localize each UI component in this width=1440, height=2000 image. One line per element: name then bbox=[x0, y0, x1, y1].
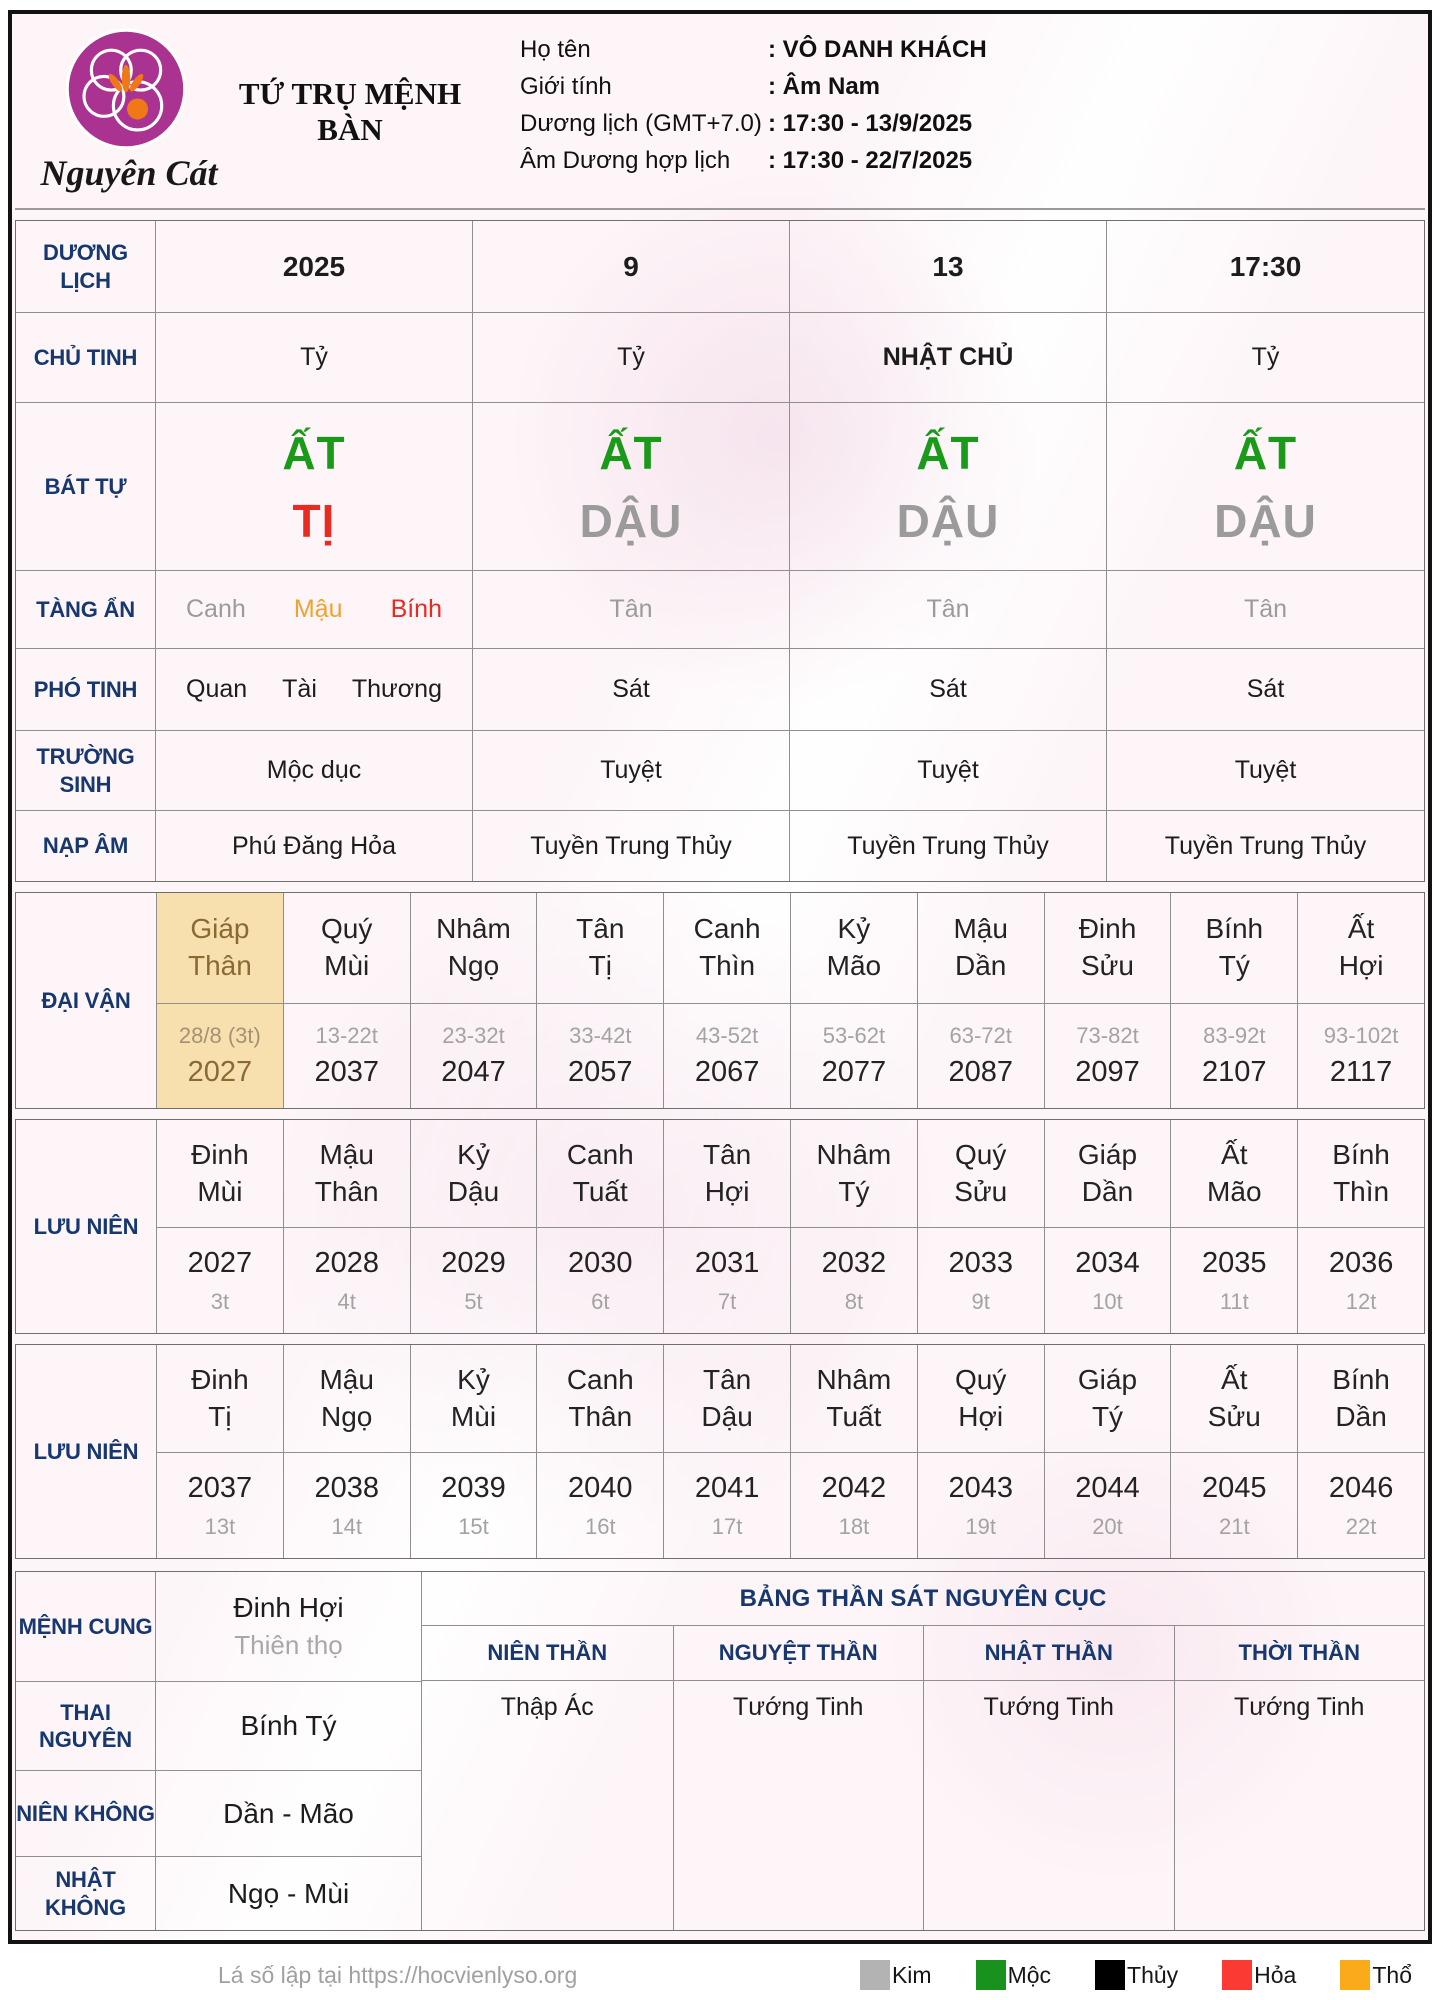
auxiliary-star: Sát bbox=[929, 675, 967, 703]
luunien-age: 14t bbox=[331, 1513, 362, 1539]
luunien-age: 21t bbox=[1218, 1513, 1250, 1539]
daivan-chi: Thìn bbox=[699, 950, 756, 981]
luunien-column[interactable] bbox=[917, 1345, 1044, 1452]
legend-label: Hỏa bbox=[1254, 1961, 1297, 1988]
daivan-chi: Sửu bbox=[1080, 950, 1134, 981]
daivan-chi: Dần bbox=[955, 950, 1007, 981]
daivan-can: Nhâm bbox=[436, 913, 511, 945]
chu-tinh-cell: Tỷ bbox=[1107, 313, 1424, 403]
pillar-cell-day: 13 bbox=[790, 221, 1107, 313]
luunien-year: 2037 bbox=[187, 1471, 253, 1504]
earthly-branch: DẬU bbox=[896, 494, 1000, 547]
luunien-years[interactable] bbox=[790, 1452, 917, 1558]
daivan-years[interactable] bbox=[283, 1003, 410, 1108]
luunien-years[interactable] bbox=[1297, 1452, 1424, 1558]
luunien-chi: Dần bbox=[1081, 1175, 1134, 1207]
brand-name: Nguyên Cát bbox=[40, 153, 218, 193]
luunien-can: Nhâm bbox=[816, 1363, 892, 1395]
luunien-years[interactable] bbox=[536, 1452, 663, 1558]
legend-label: Thổ bbox=[1372, 1961, 1412, 1988]
daivan-years[interactable] bbox=[917, 1003, 1044, 1108]
luunien-year: 2045 bbox=[1202, 1471, 1267, 1504]
luunien-column[interactable] bbox=[663, 1345, 790, 1452]
hoa-color-swatch-icon bbox=[1222, 1960, 1252, 1990]
auxiliary-star: Thương bbox=[351, 675, 442, 703]
luunien-table-1 bbox=[15, 1119, 1425, 1334]
destiny-summary bbox=[16, 1572, 421, 1930]
row-label-chu-tinh: CHỦ TINH bbox=[16, 313, 156, 403]
luunien-table-2 bbox=[15, 1344, 1425, 1559]
luunien-chi: Tuất bbox=[572, 1175, 628, 1207]
luunien-age: 11t bbox=[1219, 1288, 1249, 1314]
than-sat-headers bbox=[422, 1626, 1424, 1681]
luunien-years[interactable] bbox=[1297, 1227, 1424, 1333]
luunien-years[interactable] bbox=[917, 1227, 1044, 1333]
luunien-year: 2044 bbox=[1075, 1471, 1140, 1504]
five-elements-legend bbox=[860, 1960, 1412, 1990]
legend-item-kim bbox=[860, 1960, 932, 1990]
luunien-column[interactable] bbox=[1297, 1345, 1424, 1452]
header bbox=[15, 14, 1425, 210]
info-value-name: : VÔ DANH KHÁCH bbox=[768, 36, 987, 63]
chart-sheet bbox=[8, 10, 1432, 1944]
luunien-age: 10t bbox=[1092, 1288, 1123, 1314]
info-label-gender: Giới tính bbox=[520, 73, 612, 100]
heavenly-stem: ẤT bbox=[916, 426, 980, 479]
brand-logo-icon bbox=[63, 26, 189, 157]
luunien-age: 4t bbox=[337, 1288, 356, 1314]
daivan-can: Ất bbox=[1347, 913, 1375, 945]
luunien-can: Mậu bbox=[319, 1363, 374, 1395]
info-value-solar-date: : 17:30 - 13/9/2025 bbox=[768, 110, 973, 137]
earthly-branch: DẬU bbox=[579, 494, 683, 547]
hidden-stem: Tân bbox=[1243, 595, 1288, 623]
luunien-age: 17t bbox=[711, 1513, 743, 1539]
truong-sinh-cell: Tuyệt bbox=[1107, 731, 1424, 811]
luunien-years[interactable] bbox=[410, 1227, 537, 1333]
info-value-gender: : Âm Nam bbox=[768, 73, 881, 100]
daivan-year: 2117 bbox=[1329, 1056, 1393, 1088]
luunien-chi: Tý bbox=[838, 1175, 870, 1207]
luunien-chi: Dậu bbox=[447, 1175, 500, 1207]
tang-an-cell bbox=[1107, 571, 1424, 649]
moc-color-swatch-icon bbox=[976, 1960, 1006, 1990]
luunien-can: Tân bbox=[702, 1138, 752, 1170]
daivan-age: 33-42t bbox=[569, 1023, 632, 1048]
luunien-column[interactable] bbox=[283, 1345, 410, 1452]
footer bbox=[0, 1950, 1440, 2000]
heavenly-stem: ẤT bbox=[599, 426, 663, 479]
daivan-years[interactable] bbox=[410, 1003, 537, 1108]
luunien-year: 2032 bbox=[821, 1246, 887, 1279]
info-label-name: Họ tên bbox=[520, 36, 591, 63]
col-header-nhat-than: NHẬT THẦN bbox=[923, 1626, 1174, 1680]
luunien-column[interactable] bbox=[790, 1120, 917, 1227]
tho-color-swatch-icon bbox=[1340, 1960, 1370, 1990]
bottom-section bbox=[15, 1571, 1425, 1931]
than-sat-title: BẢNG THẦN SÁT NGUYÊN CỤC bbox=[422, 1572, 1424, 1626]
row-label-bat-tu: BÁT TỰ bbox=[16, 403, 156, 571]
luunien-year: 2034 bbox=[1075, 1246, 1140, 1279]
row-label-nhat-khong: NHẬT KHÔNG bbox=[16, 1857, 156, 1930]
nhat-than-value: Tướng Tinh bbox=[923, 1681, 1174, 1930]
hidden-stem: Tân bbox=[926, 595, 970, 623]
hidden-stem: Bính bbox=[390, 595, 442, 623]
luunien-can: Tân bbox=[702, 1363, 752, 1395]
luunien-age: 16t bbox=[584, 1513, 616, 1539]
row-label-pho-tinh: PHÓ TINH bbox=[16, 649, 156, 731]
luunien-can: Ất bbox=[1221, 1138, 1248, 1170]
thai-nguyen-value: Bính Tý bbox=[156, 1682, 421, 1771]
daivan-column[interactable] bbox=[156, 893, 283, 1003]
info-value-lunar-date: : 17:30 - 22/7/2025 bbox=[768, 147, 973, 174]
heavenly-stem: ẤT bbox=[1233, 426, 1298, 479]
pho-tinh-cell bbox=[1107, 649, 1424, 731]
daivan-can: Tân bbox=[576, 913, 625, 945]
menh-cung-value bbox=[156, 1572, 421, 1682]
than-sat-panel bbox=[421, 1572, 1424, 1930]
daivan-years[interactable] bbox=[536, 1003, 663, 1108]
row-label-tang-an: TÀNG ẨN bbox=[16, 571, 156, 649]
row-label-duong-lich: DƯƠNG LỊCH bbox=[16, 221, 156, 313]
luunien-can: Quý bbox=[955, 1363, 1007, 1395]
luunien-year: 2035 bbox=[1202, 1246, 1267, 1279]
luunien-age: 22t bbox=[1345, 1513, 1377, 1539]
luunien-years[interactable] bbox=[156, 1227, 283, 1333]
daivan-age: 93-102t bbox=[1323, 1023, 1399, 1048]
daivan-year: 2107 bbox=[1202, 1056, 1267, 1088]
luunien-chi: Hợi bbox=[704, 1175, 750, 1207]
luunien-year: 2030 bbox=[568, 1246, 633, 1279]
luunien-column[interactable] bbox=[790, 1345, 917, 1452]
luunien-column[interactable] bbox=[1170, 1120, 1297, 1227]
luunien-chi: Mão bbox=[1207, 1175, 1262, 1207]
page-title: TỨ TRỤ MỆNH BÀN bbox=[238, 76, 462, 147]
nguyet-than-value: Tướng Tinh bbox=[673, 1681, 924, 1930]
chu-tinh-cell: Tỷ bbox=[156, 313, 473, 403]
daivan-can: Mậu bbox=[953, 913, 1008, 945]
luunien-age: 15t bbox=[458, 1513, 489, 1539]
legend-label: Kim bbox=[891, 1961, 932, 1988]
truong-sinh-cell: Tuyệt bbox=[473, 731, 790, 811]
nap-am-cell: Tuyền Trung Thủy bbox=[1164, 831, 1367, 860]
bat-tu-cell bbox=[790, 403, 1107, 571]
luunien-chi: Sửu bbox=[954, 1175, 1008, 1207]
luunien-can: Giáp bbox=[1077, 1138, 1138, 1170]
luunien-years[interactable] bbox=[1170, 1452, 1297, 1558]
luunien-age: 12t bbox=[1345, 1288, 1377, 1314]
luunien-year: 2042 bbox=[821, 1471, 887, 1504]
row-label-luu-nien: LƯU NIÊN bbox=[33, 1438, 139, 1464]
daivan-chi: Mùi bbox=[324, 950, 370, 981]
daivan-can: Giáp bbox=[190, 913, 250, 945]
luunien-chi: Tuất bbox=[826, 1400, 882, 1432]
hidden-stem: Mậu bbox=[293, 595, 343, 623]
daivan-column[interactable] bbox=[410, 893, 537, 1003]
col-header-nien-than: NIÊN THẦN bbox=[487, 1640, 608, 1665]
luunien-age: 13t bbox=[204, 1513, 236, 1539]
daivan-can: Kỷ bbox=[837, 913, 871, 945]
luunien-year: 2040 bbox=[568, 1471, 633, 1504]
legend-label: Thủy bbox=[1127, 1961, 1179, 1988]
legend-item-thuy bbox=[1095, 1960, 1178, 1990]
legend-item-tho bbox=[1340, 1960, 1412, 1990]
pillar-cell-month: 9 bbox=[473, 221, 790, 313]
legend-item-moc bbox=[976, 1960, 1051, 1990]
daivan-chi: Ngọ bbox=[447, 950, 500, 981]
luunien-can: Đinh bbox=[191, 1138, 249, 1170]
luunien-year: 2028 bbox=[314, 1246, 379, 1279]
luunien-chi: Thân bbox=[314, 1175, 379, 1207]
daivan-age: 83-92t bbox=[1203, 1023, 1266, 1048]
daivan-column[interactable] bbox=[663, 893, 790, 1003]
pho-tinh-cell bbox=[156, 649, 473, 731]
luunien-column[interactable] bbox=[663, 1120, 790, 1227]
daivan-table bbox=[15, 892, 1425, 1109]
menh-cung-canchi: Đinh Hợi bbox=[233, 1592, 344, 1623]
luunien-can: Nhâm bbox=[816, 1138, 892, 1170]
bat-tu-cell bbox=[1107, 403, 1424, 571]
luunien-year: 2043 bbox=[948, 1471, 1013, 1504]
luunien-age: 18t bbox=[838, 1513, 870, 1539]
daivan-chi: Tị bbox=[588, 950, 612, 981]
pillar-cell-hour: 17:30 bbox=[1107, 221, 1424, 313]
daivan-year: 2047 bbox=[441, 1056, 506, 1088]
chu-tinh-cell-nhat-chu: NHẬT CHỦ bbox=[790, 313, 1107, 403]
luunien-age: 9t bbox=[971, 1288, 990, 1314]
luunien-age: 5t bbox=[464, 1288, 483, 1314]
nien-than-value: Thập Ác bbox=[500, 1693, 594, 1721]
menh-cung-star: Thiên thọ bbox=[234, 1630, 343, 1660]
daivan-year: 2057 bbox=[568, 1056, 633, 1088]
daivan-age: 73-82t bbox=[1076, 1023, 1139, 1048]
daivan-can: Bính bbox=[1205, 913, 1264, 945]
luunien-years[interactable] bbox=[283, 1227, 410, 1333]
luunien-age: 19t bbox=[965, 1513, 996, 1539]
luunien-chi: Tý bbox=[1091, 1400, 1124, 1432]
luunien-can: Kỷ bbox=[457, 1363, 490, 1395]
luunien-column[interactable] bbox=[1044, 1120, 1171, 1227]
daivan-year: 2037 bbox=[314, 1056, 379, 1088]
nap-am-cell: Tuyền Trung Thủy bbox=[473, 811, 790, 881]
luunien-can: Quý bbox=[955, 1138, 1007, 1170]
daivan-age: 63-72t bbox=[949, 1023, 1012, 1048]
daivan-year: 2077 bbox=[821, 1056, 887, 1088]
truong-sinh-cell: Mộc dục bbox=[156, 731, 473, 811]
daivan-year: 2097 bbox=[1075, 1056, 1140, 1088]
pho-tinh-cell bbox=[473, 649, 790, 731]
daivan-year: 2087 bbox=[948, 1056, 1013, 1088]
luunien-column[interactable] bbox=[156, 1120, 283, 1227]
row-label-nap-am: NẠP ÂM bbox=[16, 811, 156, 881]
daivan-chi: Mão bbox=[826, 950, 882, 981]
col-header-nguyet-than: NGUYỆT THẦN bbox=[673, 1626, 924, 1680]
luunien-chi: Hợi bbox=[958, 1400, 1004, 1432]
hidden-stem: Tân bbox=[609, 595, 653, 623]
luunien-column[interactable] bbox=[283, 1120, 410, 1227]
earthly-branch: TỊ bbox=[292, 494, 336, 547]
auxiliary-star: Quan bbox=[186, 675, 248, 703]
daivan-column[interactable] bbox=[917, 893, 1044, 1003]
luunien-can: Canh bbox=[566, 1363, 634, 1395]
row-label-luu-nien: LƯU NIÊN bbox=[33, 1213, 139, 1239]
luunien-column[interactable] bbox=[156, 1345, 283, 1452]
luunien-chi: Thân bbox=[568, 1400, 633, 1432]
daivan-chi: Thân bbox=[187, 950, 252, 981]
luunien-years[interactable] bbox=[410, 1452, 537, 1558]
luunien-can: Ất bbox=[1221, 1363, 1248, 1395]
daivan-column[interactable] bbox=[1170, 893, 1297, 1003]
luunien-column[interactable] bbox=[536, 1120, 663, 1227]
luunien-can: Bính bbox=[1332, 1138, 1390, 1170]
luunien-column[interactable] bbox=[410, 1345, 537, 1452]
luunien-age: 7t bbox=[717, 1288, 737, 1314]
luunien-year: 2038 bbox=[314, 1471, 379, 1504]
pillar-cell-year: 2025 bbox=[156, 221, 473, 313]
luunien-age: 20t bbox=[1092, 1513, 1123, 1539]
luunien-chi: Mùi bbox=[197, 1175, 243, 1207]
luunien-years[interactable] bbox=[790, 1227, 917, 1333]
luunien-chi: Tị bbox=[208, 1400, 232, 1432]
daivan-years[interactable] bbox=[1297, 1003, 1424, 1108]
nien-khong-value: Dần - Mão bbox=[156, 1771, 421, 1857]
thuy-color-swatch-icon bbox=[1095, 1960, 1125, 1990]
luunien-can: Giáp bbox=[1077, 1363, 1138, 1395]
col-header-thoi-than: THỜI THẦN bbox=[1174, 1626, 1425, 1680]
daivan-column[interactable] bbox=[1044, 893, 1171, 1003]
daivan-age: 53-62t bbox=[822, 1023, 886, 1048]
pho-tinh-cell bbox=[790, 649, 1107, 731]
row-label-truong-sinh: TRƯỜNG SINH bbox=[16, 731, 156, 811]
luunien-can: Kỷ bbox=[457, 1138, 490, 1170]
daivan-years[interactable] bbox=[1044, 1003, 1171, 1108]
auxiliary-star: Sát bbox=[612, 675, 650, 703]
luunien-chi: Dậu bbox=[701, 1400, 753, 1432]
thoi-than-value: Tướng Tinh bbox=[1174, 1681, 1425, 1930]
luunien-can: Bính bbox=[1332, 1363, 1390, 1395]
nap-am-cell: Tuyền Trung Thủy bbox=[790, 811, 1107, 881]
luunien-column[interactable] bbox=[917, 1120, 1044, 1227]
daivan-years[interactable] bbox=[790, 1003, 917, 1108]
luunien-column[interactable] bbox=[1044, 1345, 1171, 1452]
luunien-years[interactable] bbox=[1044, 1227, 1171, 1333]
pillars-table bbox=[15, 220, 1425, 882]
luunien-chi: Ngọ bbox=[321, 1400, 373, 1432]
daivan-years[interactable] bbox=[663, 1003, 790, 1108]
luunien-can: Canh bbox=[566, 1138, 634, 1170]
chu-tinh-cell: Tỷ bbox=[473, 313, 790, 403]
earthly-branch: DẬU bbox=[1214, 494, 1317, 547]
daivan-column[interactable] bbox=[283, 893, 410, 1003]
luunien-chi: Dần bbox=[1335, 1400, 1387, 1432]
daivan-can: Canh bbox=[693, 913, 761, 945]
luunien-column[interactable] bbox=[1297, 1120, 1424, 1227]
info-label-lunar-date: Âm Dương hợp lịch bbox=[520, 147, 731, 174]
daivan-chi: Tý bbox=[1218, 950, 1250, 981]
daivan-can: Đinh bbox=[1078, 913, 1137, 945]
luunien-chi: Mùi bbox=[450, 1400, 497, 1432]
luunien-year: 2031 bbox=[694, 1246, 760, 1279]
luunien-years[interactable] bbox=[663, 1452, 790, 1558]
legend-label: Mộc bbox=[1007, 1961, 1052, 1988]
daivan-age: 43-52t bbox=[695, 1023, 759, 1048]
than-sat-values bbox=[422, 1681, 1424, 1930]
luunien-year: 2033 bbox=[948, 1246, 1013, 1279]
daivan-year: 2067 bbox=[694, 1056, 760, 1088]
luunien-year: 2039 bbox=[441, 1471, 506, 1504]
luunien-years[interactable] bbox=[663, 1227, 790, 1333]
row-label-dai-van: ĐẠI VẬN bbox=[41, 987, 131, 1013]
daivan-age: 23-32t bbox=[442, 1023, 505, 1048]
luunien-can: Đinh bbox=[191, 1363, 249, 1395]
luunien-age: 3t bbox=[210, 1288, 230, 1314]
tang-an-cell bbox=[790, 571, 1107, 649]
luunien-can: Mậu bbox=[319, 1138, 374, 1170]
luunien-years[interactable] bbox=[1044, 1452, 1171, 1558]
luunien-year: 2029 bbox=[441, 1246, 506, 1279]
luunien-column[interactable] bbox=[1170, 1345, 1297, 1452]
daivan-chi: Hợi bbox=[1338, 950, 1384, 981]
daivan-year: 2027 bbox=[187, 1056, 253, 1088]
auxiliary-star: Tài bbox=[282, 675, 317, 703]
daivan-years[interactable] bbox=[1170, 1003, 1297, 1108]
luunien-chi: Thìn bbox=[1333, 1175, 1390, 1207]
daivan-age: 28/8 (3t) bbox=[178, 1023, 261, 1048]
luunien-years[interactable] bbox=[917, 1452, 1044, 1558]
row-label-nien-khong: NIÊN KHÔNG bbox=[16, 1771, 156, 1857]
luunien-years[interactable] bbox=[283, 1452, 410, 1558]
tang-an-cell bbox=[473, 571, 790, 649]
legend-item-hoa bbox=[1222, 1960, 1296, 1990]
hidden-stem: Canh bbox=[186, 595, 246, 623]
kim-color-swatch-icon bbox=[860, 1960, 890, 1990]
luunien-year: 2046 bbox=[1328, 1471, 1394, 1504]
row-label-thai-nguyen: THAI NGUYÊN bbox=[16, 1682, 156, 1771]
nap-am-cell: Phú Đăng Hỏa bbox=[156, 811, 473, 881]
daivan-column[interactable] bbox=[536, 893, 663, 1003]
bat-tu-cell bbox=[156, 403, 473, 571]
person-info bbox=[520, 36, 987, 175]
truong-sinh-cell: Tuyệt bbox=[790, 731, 1107, 811]
auxiliary-star: Sát bbox=[1246, 675, 1285, 703]
luunien-column[interactable] bbox=[536, 1345, 663, 1452]
daivan-age: 13-22t bbox=[315, 1023, 378, 1048]
luunien-year: 2041 bbox=[694, 1471, 760, 1504]
daivan-column[interactable] bbox=[790, 893, 917, 1003]
luunien-column[interactable] bbox=[410, 1120, 537, 1227]
daivan-years[interactable] bbox=[156, 1003, 283, 1108]
luunien-years[interactable] bbox=[156, 1452, 283, 1558]
daivan-column[interactable] bbox=[1297, 893, 1424, 1003]
luunien-age: 8t bbox=[844, 1288, 864, 1314]
luunien-years[interactable] bbox=[536, 1227, 663, 1333]
heavenly-stem: ẤT bbox=[282, 426, 346, 479]
site-link[interactable]: Lá số lập tại https://hocvienlyso.org bbox=[218, 1961, 578, 1988]
nhat-khong-value: Ngọ - Mùi bbox=[227, 1877, 350, 1909]
info-label-solar-date: Dương lịch (GMT+7.0) bbox=[520, 110, 762, 137]
daivan-can: Quý bbox=[321, 913, 373, 945]
luunien-chi: Sửu bbox=[1207, 1400, 1261, 1432]
luunien-year: 2036 bbox=[1328, 1246, 1394, 1279]
bat-tu-cell bbox=[473, 403, 790, 571]
luunien-year: 2027 bbox=[187, 1246, 253, 1279]
tang-an-cell bbox=[156, 571, 473, 649]
luunien-age: 6t bbox=[591, 1288, 610, 1314]
luunien-years[interactable] bbox=[1170, 1227, 1297, 1333]
row-label-menh-cung: MỆNH CUNG bbox=[16, 1572, 156, 1682]
